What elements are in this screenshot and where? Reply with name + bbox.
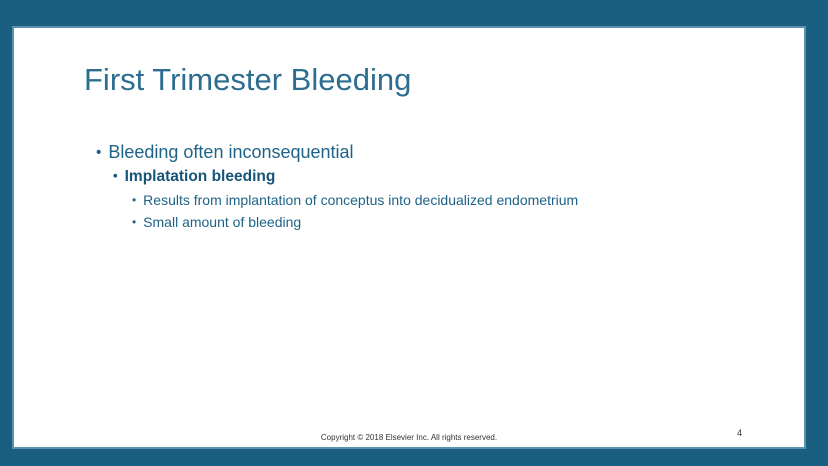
copyright-footer: Copyright © 2018 Elsevier Inc. All rights reserved. — [320, 433, 498, 442]
bullet-text: Bleeding often inconsequential — [108, 142, 354, 162]
slide-title: First Trimester Bleeding — [84, 62, 412, 97]
slide-content-area — [12, 26, 806, 449]
bullet-item-level2 — [113, 168, 275, 186]
page-number: 4 — [736, 428, 742, 438]
bullet-item-level3 — [132, 214, 301, 230]
bullet-item-level1 — [96, 142, 354, 163]
bullet-icon: • — [132, 215, 137, 229]
bullet-text: Implatation bleeding — [124, 168, 276, 185]
bullet-icon: • — [113, 168, 118, 183]
bullet-icon: • — [132, 193, 137, 207]
bullet-icon: • — [96, 144, 102, 161]
bullet-item-level3 — [132, 192, 578, 208]
bullet-text: Small amount of bleeding — [143, 214, 302, 230]
bullet-text: Results from implantation of conceptus into decidualized endometrium — [143, 192, 579, 208]
